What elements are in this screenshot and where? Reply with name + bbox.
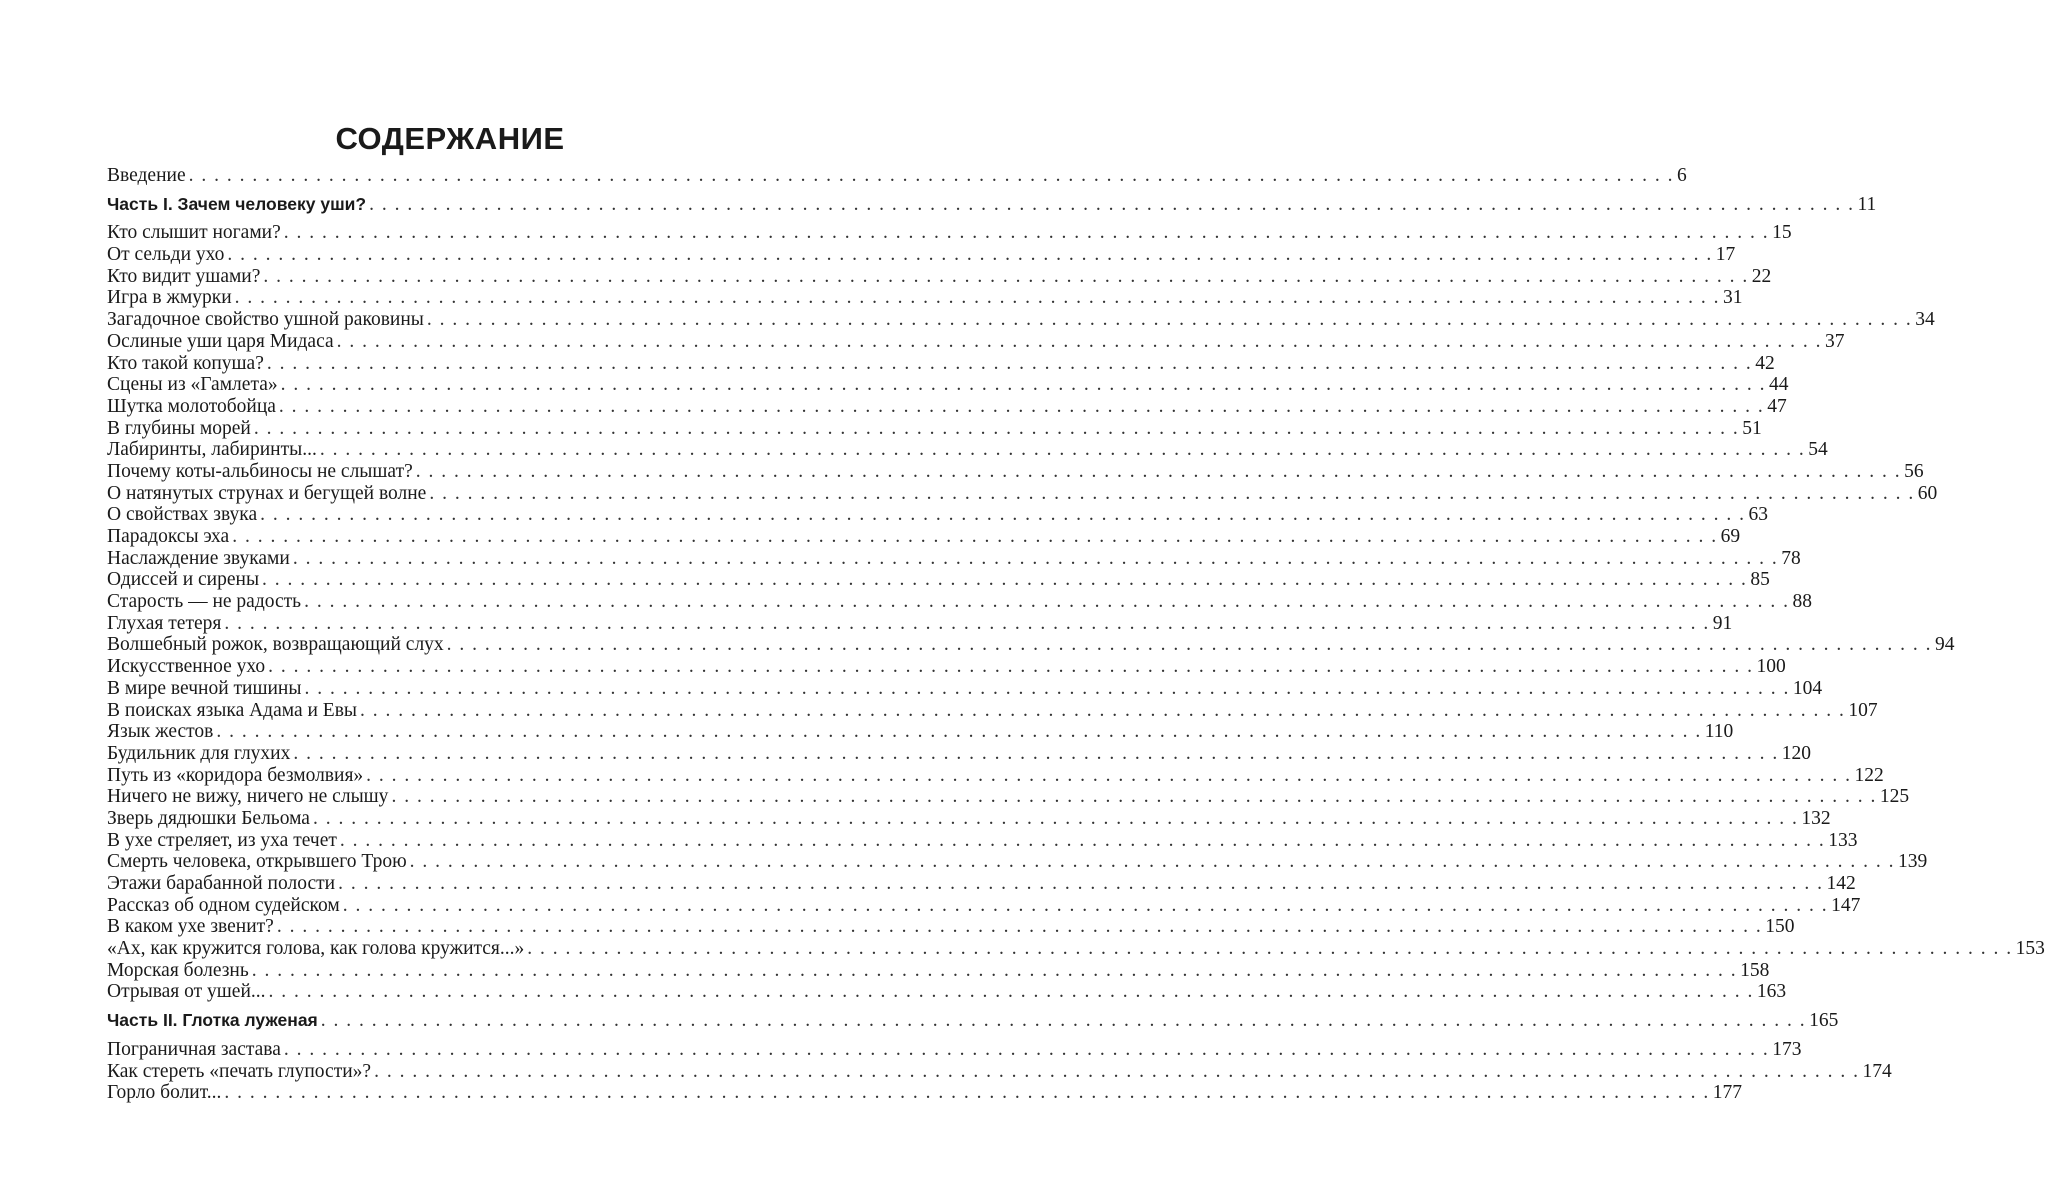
dot-leader: . . . . . . . . . . . . . . . . . . . . . . . . . . . . . . . . . . . . . . . . . . . . . . . . . . . . . . . . . . . . . . . . . . . . . . . . . . . . . . . . . . . . . . . . . . . . . . . . . . . . . . . . . . . . . . . . . . . . . [263, 265, 1749, 287]
toc-entry [107, 1060, 1892, 1083]
toc-entry [107, 395, 1787, 418]
dot-leader: . . . . . . . . . . . . . . . . . . . . . . . . . . . . . . . . . . . . . . . . . . . . . . . . . . . . . . . . . . . . . . . . . . . . . . . . . . . . . . . . . . . . . . . . . . . . . . . . . . . . . . . . . . . . . . . . . . . . . [224, 1082, 1710, 1104]
entry-title: Смерть человека, открывшего Трою [107, 851, 407, 873]
page-number: 60 [1917, 482, 1938, 504]
page-number: 91 [1712, 612, 1733, 634]
page-number: 150 [1765, 916, 1795, 938]
dot-leader: . . . . . . . . . . . . . . . . . . . . . . . . . . . . . . . . . . . . . . . . . . . . . . . . . . . . . . . . . . . . . . . . . . . . . . . . . . . . . . . . . . . . . . . . . . . . . . . . . . . . . . . . . . . . . . . . . . . . . [224, 612, 1710, 634]
toc-entry [107, 526, 1741, 548]
toc-entry [107, 786, 1910, 808]
toc-entry [107, 656, 1786, 678]
toc-entry [107, 981, 1787, 1003]
entry-title: В мире вечной тишины [107, 677, 302, 699]
entry-title: В каком ухе звенит? [107, 916, 274, 938]
toc-entry [107, 851, 1928, 873]
page-number: 31 [1723, 287, 1743, 309]
toc-entry [107, 591, 1812, 613]
toc-entry [107, 547, 1801, 570]
entry-title: Пограничная застава [107, 1038, 281, 1060]
toc-entry [107, 742, 1811, 765]
page-number: 163 [1756, 981, 1787, 1003]
entry-title: Сцены из «Гамлета» [107, 374, 278, 396]
toc-entry [107, 265, 1772, 288]
dot-leader: . . . . . . . . . . . . . . . . . . . . . . . . . . . . . . . . . . . . . . . . . . . . . . . . . . . . . . . . . . . . . . . . . . . . . . . . . . . . . . . . . . . . . . . . . . . . . . . . . . . . . . . . . . . . . . . . . . . . . [268, 981, 1754, 1003]
section-gap [107, 215, 781, 222]
section-gap [107, 1032, 781, 1039]
toc-entry [107, 287, 1743, 309]
dot-leader: . . . . . . . . . . . . . . . . . . . . . . . . . . . . . . . . . . . . . . . . . . . . . . . . . . . . . . . . . . . . . . . . . . . . . . . . . . . . . . . . . . . . . . . . . . . . . . . . . . . . . . . . . . . . . . . . . . . . . [293, 742, 1779, 764]
dot-leader: . . . . . . . . . . . . . . . . . . . . . . . . . . . . . . . . . . . . . . . . . . . . . . . . . . . . . . . . . . . . . . . . . . . . . . . . . . . . . . . . . . . . . . . . . . . . . . . . . . . . . . . . . . . . . . . . . . . . . [415, 460, 1902, 482]
page-number: 42 [1755, 352, 1775, 374]
entry-title: Кто слышит ногами? [107, 222, 281, 244]
page-number: 22 [1751, 265, 1772, 287]
entry-title: Будильник для глухих [107, 742, 291, 764]
dot-leader: . . . . . . . . . . . . . . . . . . . . . . . . . . . . . . . . . . . . . . . . . . . . . . . . . . . . . . . . . . . . . . . . . . . . . . . . . . . . . . . . . . . . . . . . . . . . . . . . . . . . . . . . . . . . . . . . . . . . . [268, 656, 1754, 678]
toc-entry [107, 352, 1775, 375]
entry-title: Глухая тетеря [107, 612, 222, 634]
dot-leader: . . . . . . . . . . . . . . . . . . . . . . . . . . . . . . . . . . . . . . . . . . . . . . . . . . . . . . . . . . . . . . . . . . . . . . . . . . . . . . . . . . . . . . . . . . . . . . . . . . . . . . . . . . . . . . . . . . . . . [234, 287, 1721, 309]
entry-title: Введение [107, 165, 186, 186]
entry-title: О свойствах звука [107, 504, 258, 526]
toc-entry [107, 165, 1687, 187]
entry-title: Почему коты-альбиносы не слышат? [107, 460, 413, 482]
page-number: 51 [1742, 417, 1762, 439]
entry-title: Ослиные уши царя Мидаса [107, 330, 334, 352]
toc-entry [107, 244, 1736, 266]
toc-entry [107, 222, 1792, 244]
toc-entry [107, 1082, 1743, 1104]
dot-leader: . . . . . . . . . . . . . . . . . . . . . . . . . . . . . . . . . . . . . . . . . . . . . . . . . . . . . . . . . . . . . . . . . . . . . . . . . . . . . . . . . . . . . . . . . . . . . . . . . . . . . . . . . . . . . . . . . . . . . [304, 591, 1790, 613]
dot-leader: . . . . . . . . . . . . . . . . . . . . . . . . . . . . . . . . . . . . . . . . . . . . . . . . . . . . . . . . . . . . . . . . . . . . . . . . . . . . . . . . . . . . . . . . . . . . . . . . . . . . . . . . . . . . . . . . . . . . . [369, 193, 1855, 215]
dot-leader: . . . . . . . . . . . . . . . . . . . . . . . . . . . . . . . . . . . . . . . . . . . . . . . . . . . . . . . . . . . . . . . . . . . . . . . . . . . . . . . . . . . . . . . . . . . . . . . . . . . . . . . . . . . . . . . . . . . . . [262, 569, 1748, 591]
toc-entry [107, 417, 1762, 440]
page-number: 15 [1772, 222, 1792, 244]
dot-leader: . . . . . . . . . . . . . . . . . . . . . . . . . . . . . . . . . . . . . . . . . . . . . . . . . . . . . . . . . . . . . . . . . . . . . . . . . . . . . . . . . . . . . . . . . . . . . . . . . . . . . . . . . . . . . . . . . . . . . [260, 504, 1746, 526]
dot-leader: . . . . . . . . . . . . . . . . . . . . . . . . . . . . . . . . . . . . . . . . . . . . . . . . . . . . . . . . . . . . . . . . . . . . . . . . . . . . . . . . . . . . . . . . . . . . . . . . . . . . . . . . . . . . . . . . . . . . . [338, 873, 1824, 894]
page-number: 100 [1756, 656, 1786, 678]
entry-title: От сельди ухо [107, 244, 225, 266]
entry-title: Старость — не радость [107, 591, 302, 613]
dot-leader: . . . . . . . . . . . . . . . . . . . . . . . . . . . . . . . . . . . . . . . . . . . . . . . . . . . . . . . . . . . . . . . . . . . . . . . . . . . . . . . . . . . . . . . . . . . . . . . . . . . . . . . . . . . . . . . . . . . . . [446, 634, 1933, 656]
entry-title: Загадочное свойство ушной раковины [107, 309, 424, 331]
page-number: 132 [1801, 807, 1831, 829]
toc-entry [107, 916, 1795, 938]
entry-title: Игра в жмурки [107, 287, 232, 309]
page-number: 153 [2015, 938, 2045, 960]
page-number: 147 [1831, 894, 1861, 916]
toc-entry [107, 959, 1770, 982]
entry-title: Кто видит ушами? [107, 265, 261, 287]
page-number: 78 [1781, 547, 1801, 569]
toc-entry [107, 612, 1733, 635]
page-number: 88 [1792, 591, 1812, 613]
toc-entry [107, 1038, 1802, 1061]
toc-entry [107, 439, 1828, 461]
page-number: 122 [1854, 764, 1884, 786]
toc-part-heading [107, 193, 1877, 216]
entry-title: Морская болезнь [107, 959, 249, 981]
toc-entry [107, 569, 1770, 591]
dot-leader: . . . . . . . . . . . . . . . . . . . . . . . . . . . . . . . . . . . . . . . . . . . . . . . . . . . . . . . . . . . . . . . . . . . . . . . . . . . . . . . . . . . . . . . . . . . . . . . . . . . . . . . . . . . . . . . . . . . . . [253, 417, 1740, 439]
page-number: 11 [1857, 193, 1877, 215]
dot-leader: . . . . . . . . . . . . . . . . . . . . . . . . . . . . . . . . . . . . . . . . . . . . . . . . . . . . . . . . . . . . . . . . . . . . . . . . . . . . . . . . . . . . . . . . . . . . . . . . . . . . . . . . . . . . . . . . . . . . . [188, 165, 1674, 186]
entry-title: В ухе стреляет, из уха течет [107, 829, 337, 851]
entry-title: Одиссей и сирены [107, 569, 260, 591]
page-number: 63 [1748, 504, 1768, 526]
toc-entry [107, 938, 2045, 960]
page-number: 174 [1862, 1060, 1892, 1082]
dot-leader: . . . . . . . . . . . . . . . . . . . . . . . . . . . . . . . . . . . . . . . . . . . . . . . . . . . . . . . . . . . . . . . . . . . . . . . . . . . . . . . . . . . . . . . . . . . . . . . . . . . . . . . . . . . . . . . . . . . . . [283, 222, 1770, 244]
toc-entry [107, 807, 1831, 830]
page-number: 69 [1720, 526, 1741, 547]
page-number: 158 [1740, 959, 1770, 981]
dot-leader: . . . . . . . . . . . . . . . . . . . . . . . . . . . . . . . . . . . . . . . . . . . . . . . . . . . . . . . . . . . . . . . . . . . . . . . . . . . . . . . . . . . . . . . . . . . . . . . . . . . . . . . . . . . . . . . . . . . . . [366, 764, 1852, 786]
dot-leader: . . . . . . . . . . . . . . . . . . . . . . . . . . . . . . . . . . . . . . . . . . . . . . . . . . . . . . . . . . . . . . . . . . . . . . . . . . . . . . . . . . . . . . . . . . . . . . . . . . . . . . . . . . . . . . . . . . . . . [391, 786, 1877, 808]
page-number: 54 [1808, 439, 1828, 461]
dot-leader: . . . . . . . . . . . . . . . . . . . . . . . . . . . . . . . . . . . . . . . . . . . . . . . . . . . . . . . . . . . . . . . . . . . . . . . . . . . . . . . . . . . . . . . . . . . . . . . . . . . . . . . . . . . . . . . . . . . . . [339, 829, 1826, 851]
entry-title: Кто такой копуша? [107, 352, 264, 374]
page-number: 110 [1704, 721, 1734, 743]
page-number: 6 [1676, 165, 1687, 186]
dot-leader: . . . . . . . . . . . . . . . . . . . . . . . . . . . . . . . . . . . . . . . . . . . . . . . . . . . . . . . . . . . . . . . . . . . . . . . . . . . . . . . . . . . . . . . . . . . . . . . . . . . . . . . . . . . . . . . . . . . . . [527, 938, 2013, 960]
toc-entry [107, 504, 1768, 526]
entry-title: В глубины морей [107, 417, 251, 439]
toc-entry [107, 330, 1845, 353]
dot-leader: . . . . . . . . . . . . . . . . . . . . . . . . . . . . . . . . . . . . . . . . . . . . . . . . . . . . . . . . . . . . . . . . . . . . . . . . . . . . . . . . . . . . . . . . . . . . . . . . . . . . . . . . . . . . . . . . . . . . . [312, 807, 1799, 829]
page-number: 177 [1712, 1082, 1743, 1104]
dot-leader: . . . . . . . . . . . . . . . . . . . . . . . . . . . . . . . . . . . . . . . . . . . . . . . . . . . . . . . . . . . . . . . . . . . . . . . . . . . . . . . . . . . . . . . . . . . . . . . . . . . . . . . . . . . . . . . . . . . . . [319, 439, 1806, 461]
page-number: 120 [1781, 742, 1811, 764]
dot-leader: . . . . . . . . . . . . . . . . . . . . . . . . . . . . . . . . . . . . . . . . . . . . . . . . . . . . . . . . . . . . . . . . . . . . . . . . . . . . . . . . . . . . . . . . . . . . . . . . . . . . . . . . . . . . . . . . . . . . . [304, 677, 1790, 699]
dot-leader: . . . . . . . . . . . . . . . . . . . . . . . . . . . . . . . . . . . . . . . . . . . . . . . . . . . . . . . . . . . . . . . . . . . . . . . . . . . . . . . . . . . . . . . . . . . . . . . . . . . . . . . . . . . . . . . . . . . . . [374, 1060, 1860, 1082]
dot-leader: . . . . . . . . . . . . . . . . . . . . . . . . . . . . . . . . . . . . . . . . . . . . . . . . . . . . . . . . . . . . . . . . . . . . . . . . . . . . . . . . . . . . . . . . . . . . . . . . . . . . . . . . . . . . . . . . . . . . . [342, 894, 1829, 916]
page-number: 125 [1879, 786, 1910, 808]
toc-entry [107, 677, 1823, 700]
dot-leader: . . . . . . . . . . . . . . . . . . . . . . . . . . . . . . . . . . . . . . . . . . . . . . . . . . . . . . . . . . . . . . . . . . . . . . . . . . . . . . . . . . . . . . . . . . . . . . . . . . . . . . . . . . . . . . . . . . . . . [232, 526, 1718, 547]
dot-leader: . . . . . . . . . . . . . . . . . . . . . . . . . . . . . . . . . . . . . . . . . . . . . . . . . . . . . . . . . . . . . . . . . . . . . . . . . . . . . . . . . . . . . . . . . . . . . . . . . . . . . . . . . . . . . . . . . . . . . [320, 1010, 1807, 1032]
dot-leader: . . . . . . . . . . . . . . . . . . . . . . . . . . . . . . . . . . . . . . . . . . . . . . . . . . . . . . . . . . . . . . . . . . . . . . . . . . . . . . . . . . . . . . . . . . . . . . . . . . . . . . . . . . . . . . . . . . . . . [278, 395, 1765, 417]
page-number: 37 [1825, 330, 1845, 352]
toc-entry [107, 894, 1861, 917]
page-number: 107 [1848, 699, 1878, 721]
entry-title: Волшебный рожок, возвращающий слух [107, 634, 444, 656]
entry-title: Зверь дядюшки Бельома [107, 807, 310, 829]
page-number: 133 [1828, 829, 1858, 851]
dot-leader: . . . . . . . . . . . . . . . . . . . . . . . . . . . . . . . . . . . . . . . . . . . . . . . . . . . . . . . . . . . . . . . . . . . . . . . . . . . . . . . . . . . . . . . . . . . . . . . . . . . . . . . . . . . . . . . . . . . . . [216, 721, 1702, 743]
toc-entry [107, 634, 1955, 656]
page-number: 44 [1768, 374, 1789, 396]
page-number: 94 [1935, 634, 1955, 656]
dot-leader: . . . . . . . . . . . . . . . . . . . . . . . . . . . . . . . . . . . . . . . . . . . . . . . . . . . . . . . . . . . . . . . . . . . . . . . . . . . . . . . . . . . . . . . . . . . . . . . . . . . . . . . . . . . . . . . . . . . . . [360, 699, 1846, 721]
entry-title: Парадоксы эха [107, 526, 230, 547]
dot-leader: . . . . . . . . . . . . . . . . . . . . . . . . . . . . . . . . . . . . . . . . . . . . . . . . . . . . . . . . . . . . . . . . . . . . . . . . . . . . . . . . . . . . . . . . . . . . . . . . . . . . . . . . . . . . . . . . . . . . . [266, 352, 1753, 374]
toc-entry [107, 309, 1935, 331]
toc-entry [107, 374, 1789, 396]
page-number: 34 [1915, 309, 1935, 331]
page-number: 165 [1809, 1010, 1839, 1032]
page-number: 47 [1767, 395, 1787, 417]
entry-title: Шутка молотобойца [107, 395, 276, 417]
toc-entry [107, 699, 1878, 722]
entry-title: Ничего не вижу, ничего не слышу [107, 786, 389, 808]
dot-leader: . . . . . . . . . . . . . . . . . . . . . . . . . . . . . . . . . . . . . . . . . . . . . . . . . . . . . . . . . . . . . . . . . . . . . . . . . . . . . . . . . . . . . . . . . . . . . . . . . . . . . . . . . . . . . . . . . . . . . [292, 547, 1779, 569]
dot-leader: . . . . . . . . . . . . . . . . . . . . . . . . . . . . . . . . . . . . . . . . . . . . . . . . . . . . . . . . . . . . . . . . . . . . . . . . . . . . . . . . . . . . . . . . . . . . . . . . . . . . . . . . . . . . . . . . . . . . . [280, 374, 1766, 396]
page-number: 173 [1772, 1038, 1802, 1060]
toc-entry [107, 829, 1858, 852]
dot-leader: . . . . . . . . . . . . . . . . . . . . . . . . . . . . . . . . . . . . . . . . . . . . . . . . . . . . . . . . . . . . . . . . . . . . . . . . . . . . . . . . . . . . . . . . . . . . . . . . . . . . . . . . . . . . . . . . . . . . . [276, 916, 1763, 938]
toc-entry [107, 482, 1938, 505]
part-title: Часть I. Зачем человеку уши? [107, 193, 367, 214]
dot-leader: . . . . . . . . . . . . . . . . . . . . . . . . . . . . . . . . . . . . . . . . . . . . . . . . . . . . . . . . . . . . . . . . . . . . . . . . . . . . . . . . . . . . . . . . . . . . . . . . . . . . . . . . . . . . . . . . . . . . . [251, 959, 1738, 981]
entry-title: В поисках языка Адама и Евы [107, 699, 358, 721]
table-of-contents [107, 165, 2045, 1104]
dot-leader: . . . . . . . . . . . . . . . . . . . . . . . . . . . . . . . . . . . . . . . . . . . . . . . . . . . . . . . . . . . . . . . . . . . . . . . . . . . . . . . . . . . . . . . . . . . . . . . . . . . . . . . . . . . . . . . . . . . . . [283, 1038, 1770, 1060]
entry-title: Рассказ об одном судейском [107, 894, 340, 916]
entry-title: «Ах, как кружится голова, как голова кружится...» [107, 938, 525, 960]
entry-title: Путь из «коридора безмолвия» [107, 764, 364, 786]
page-number: 104 [1792, 677, 1823, 699]
page-number: 56 [1904, 460, 1924, 482]
entry-title: Как стереть «печать глупости»? [107, 1060, 372, 1082]
dot-leader: . . . . . . . . . . . . . . . . . . . . . . . . . . . . . . . . . . . . . . . . . . . . . . . . . . . . . . . . . . . . . . . . . . . . . . . . . . . . . . . . . . . . . . . . . . . . . . . . . . . . . . . . . . . . . . . . . . . . . [227, 244, 1713, 266]
page-number: 17 [1715, 244, 1736, 266]
toc-entry [107, 764, 1884, 787]
page-number: 142 [1826, 873, 1856, 894]
toc-part-heading [107, 1010, 1839, 1032]
section-gap [107, 187, 781, 194]
entry-title: Этажи барабанной полости [107, 873, 336, 894]
entry-title: О натянутых струнах и бегущей волне [107, 482, 427, 504]
page-title: СОДЕРЖАНИЕ [335, 121, 565, 156]
entry-title: Отрывая от ушей... [107, 981, 266, 1003]
dot-leader: . . . . . . . . . . . . . . . . . . . . . . . . . . . . . . . . . . . . . . . . . . . . . . . . . . . . . . . . . . . . . . . . . . . . . . . . . . . . . . . . . . . . . . . . . . . . . . . . . . . . . . . . . . . . . . . . . . . . . [409, 851, 1896, 873]
toc-entry [107, 460, 1924, 483]
entry-title: Горло болит... [107, 1082, 222, 1104]
dot-leader: . . . . . . . . . . . . . . . . . . . . . . . . . . . . . . . . . . . . . . . . . . . . . . . . . . . . . . . . . . . . . . . . . . . . . . . . . . . . . . . . . . . . . . . . . . . . . . . . . . . . . . . . . . . . . . . . . . . . . [336, 330, 1823, 352]
part-title: Часть II. Глотка луженая [107, 1010, 318, 1031]
toc-entry [107, 721, 1734, 743]
dot-leader: . . . . . . . . . . . . . . . . . . . . . . . . . . . . . . . . . . . . . . . . . . . . . . . . . . . . . . . . . . . . . . . . . . . . . . . . . . . . . . . . . . . . . . . . . . . . . . . . . . . . . . . . . . . . . . . . . . . . . [429, 482, 1915, 504]
entry-title: Искусственное ухо [107, 656, 266, 678]
entry-title: Наслаждение звуками [107, 547, 290, 569]
dot-leader: . . . . . . . . . . . . . . . . . . . . . . . . . . . . . . . . . . . . . . . . . . . . . . . . . . . . . . . . . . . . . . . . . . . . . . . . . . . . . . . . . . . . . . . . . . . . . . . . . . . . . . . . . . . . . . . . . . . . . [426, 309, 1913, 331]
entry-title: Лабиринты, лабиринты... [107, 439, 317, 461]
toc-entry [107, 873, 1856, 895]
page-number: 139 [1898, 851, 1928, 873]
section-gap [107, 1003, 781, 1010]
entry-title: Язык жестов [107, 721, 214, 743]
page-number: 85 [1750, 569, 1770, 591]
